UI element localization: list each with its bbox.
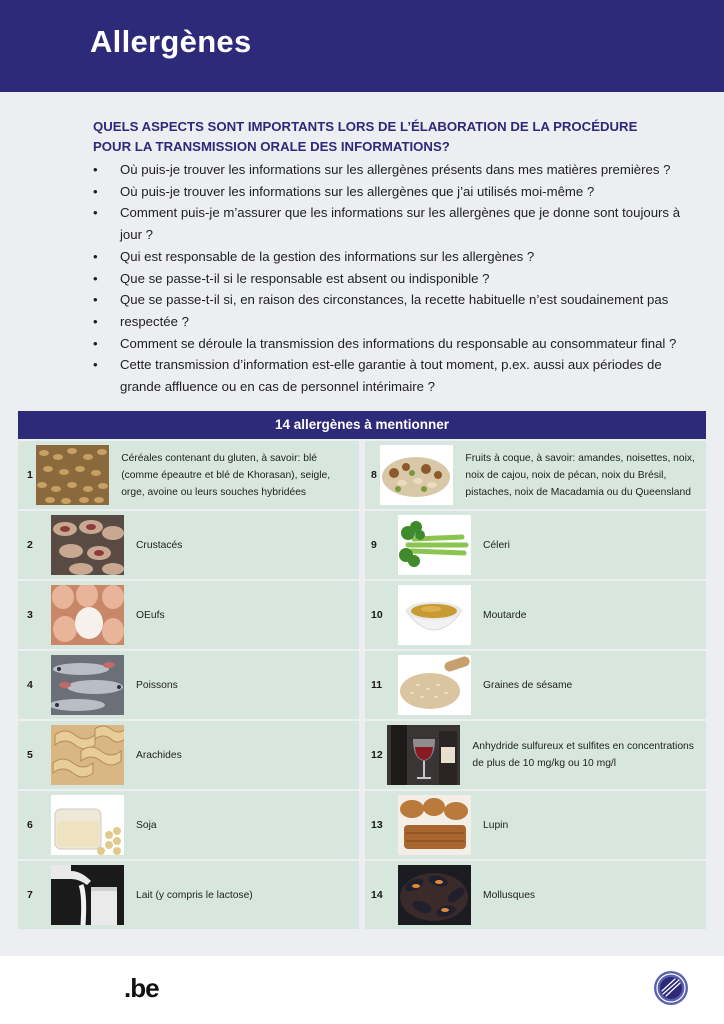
allergen-table-heading: 14 allergènes à mentionner <box>18 411 706 439</box>
allergen-number: 7 <box>27 889 33 901</box>
allergen-row <box>365 791 706 859</box>
sesame-image <box>398 655 471 715</box>
question-item: • Où puis-je trouver les informations sur les allergènes que j’ai utilisés moi-même ? <box>93 181 703 203</box>
allergen-row <box>18 651 359 719</box>
grains-image <box>36 445 109 505</box>
milk-image <box>51 865 124 925</box>
allergen-label: Lupin <box>483 819 509 831</box>
allergen-row <box>365 721 706 789</box>
allergen-row <box>365 441 706 509</box>
question-item: • Que se passe-t-il si le responsable est absent ou indisponible ? <box>93 268 703 290</box>
allergen-number: 11 <box>371 679 383 691</box>
allergen-number: 4 <box>27 679 33 691</box>
main-content <box>0 92 724 956</box>
question-item: • Comment puis-je m’assurer que les informations sur les allergènes que je donne sont toujours à jour ? <box>93 202 703 245</box>
allergen-number: 8 <box>371 469 377 481</box>
question-item: • Cette transmission d’information est-elle garantie à tout moment, p.ex. aussi aux périodes de grande affluence ou en cas de personnel intérimaire ? <box>93 354 703 397</box>
allergen-grid <box>18 441 706 929</box>
allergen-table <box>18 411 706 929</box>
section-heading <box>93 117 693 157</box>
allergen-number: 1 <box>27 469 33 481</box>
allergen-number: 3 <box>27 609 33 621</box>
page-header <box>0 0 724 92</box>
mustard-image <box>398 585 471 645</box>
allergen-row <box>365 651 706 719</box>
section-heading-line-2: POUR LA TRANSMISSION ORALE DES INFORMATIONS? <box>93 139 450 154</box>
question-item: • Comment se déroule la transmission des informations du responsable au consommateur final ? <box>93 333 703 355</box>
fish-image <box>51 655 124 715</box>
question-item: • Qui est responsable de la gestion des informations sur les allergènes ? <box>93 246 703 268</box>
be-logo: .be <box>124 973 159 1003</box>
allergen-row <box>365 511 706 579</box>
federal-seal-icon <box>653 970 689 1006</box>
allergen-number: 9 <box>371 539 377 551</box>
allergen-number: 5 <box>27 749 33 761</box>
allergen-row <box>365 581 706 649</box>
allergen-label: Céleri <box>483 539 510 551</box>
allergen-row <box>18 791 359 859</box>
nuts-image <box>380 445 453 505</box>
question-item: • respectée ? <box>93 311 703 333</box>
page-footer <box>0 956 724 1024</box>
allergen-row <box>18 721 359 789</box>
allergen-label: Lait (y compris le lactose) <box>136 889 253 901</box>
eggs-image <box>51 585 124 645</box>
allergen-label: Anhydride sulfureux et sulfites en concentrations de plus de 10 mg/kg ou 10 mg/l <box>472 741 694 769</box>
page-title: Allergènes <box>90 24 252 59</box>
allergen-number: 12 <box>371 749 383 761</box>
question-list <box>93 159 703 398</box>
celery-image <box>398 515 471 575</box>
bread-image <box>398 795 471 855</box>
allergen-label: Moutarde <box>483 609 527 621</box>
wine-image <box>387 725 460 785</box>
peanuts-image <box>51 725 124 785</box>
allergen-label: Poissons <box>136 679 178 691</box>
allergen-label: Fruits à coque, à savoir: amandes, noisettes, noix, noix de cajou, noix de pécan, noix du Brésil, pistaches, noix de Macadamia ou du Queensland <box>465 452 695 498</box>
allergen-number: 6 <box>27 819 33 831</box>
question-item: • Que se passe-t-il si, en raison des circonstances, la recette habituelle n’est soudainement pas <box>93 289 703 311</box>
allergen-row <box>18 511 359 579</box>
section-heading-line-1: QUELS ASPECTS SONT IMPORTANTS LORS DE L’ÉLABORATION DE LA PROCÉDURE <box>93 119 638 134</box>
allergen-label: Soja <box>136 819 157 831</box>
soy-image <box>51 795 124 855</box>
question-item: • Où puis-je trouver les informations sur les allergènes présents dans mes matières premières ? <box>93 159 703 181</box>
allergen-number: 2 <box>27 539 33 551</box>
crustaceans-image <box>51 515 124 575</box>
allergen-number: 13 <box>371 819 383 831</box>
allergen-label: Crustacés <box>136 539 183 551</box>
mussels-image <box>398 865 471 925</box>
allergen-label: Céréales contenant du gluten, à savoir: blé (comme épeautre et blé de Khorasan), seigle, orge, avoine ou leurs souches hybridées <box>121 452 331 498</box>
allergen-number: 14 <box>371 889 383 901</box>
allergen-label: Graines de sésame <box>483 679 573 691</box>
allergen-label: Arachides <box>136 749 182 761</box>
allergen-number: 10 <box>371 609 383 621</box>
allergen-row <box>365 861 706 929</box>
allergen-row <box>18 441 359 509</box>
allergen-label: OEufs <box>136 609 165 621</box>
allergen-row <box>18 581 359 649</box>
allergen-label: Mollusques <box>483 889 536 901</box>
allergen-row <box>18 861 359 929</box>
